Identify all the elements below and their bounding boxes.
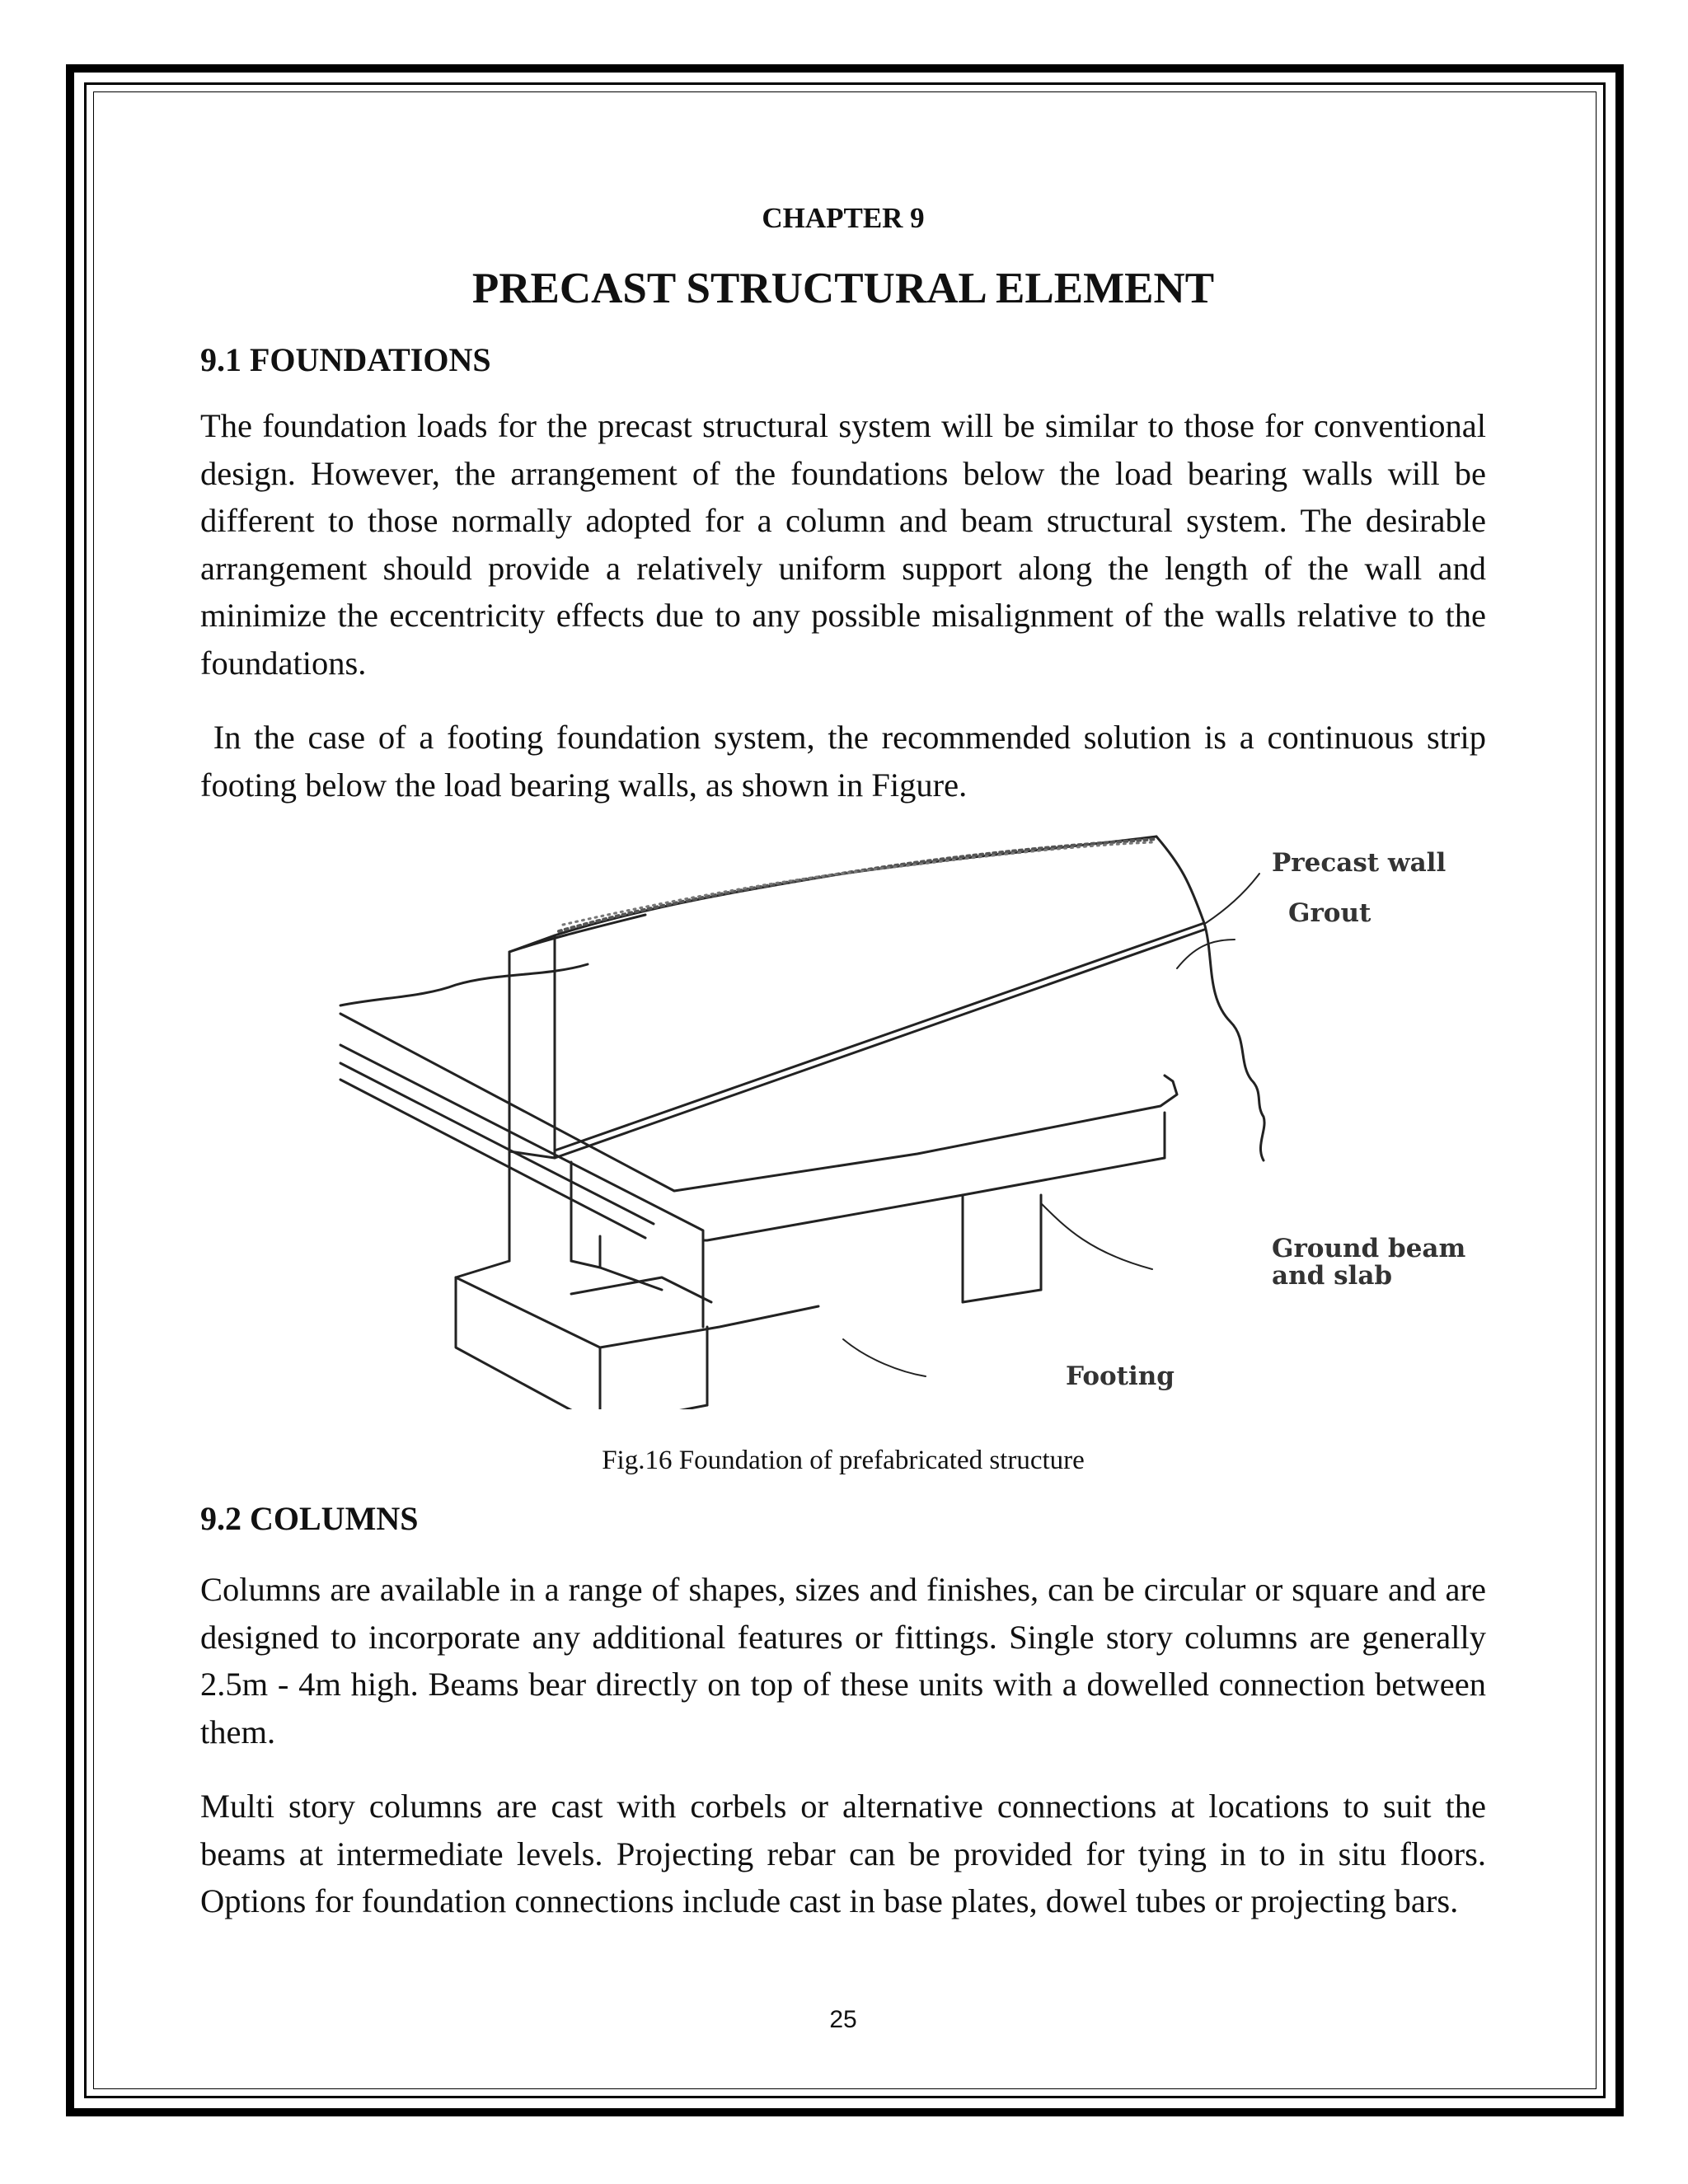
label-ground-beam-line2: and slab — [1272, 1261, 1393, 1291]
paragraph-columns-1: Columns are available in a range of shapes, sizes and finishes, can be circular or square and are designed to incorporate any additional features or fittings. Single story columns are generally 2.5m - 4m high. Beams bear directly on top of these units with a dowelled connection between them. — [200, 1571, 1486, 1750]
section-heading-columns: 9.2 COLUMNS — [200, 1500, 419, 1537]
label-ground-beam-line1: Ground beam — [1272, 1234, 1466, 1263]
label-footing: Footing — [1066, 1361, 1175, 1391]
label-precast-wall: Precast wall — [1272, 848, 1447, 878]
label-grout: Grout — [1288, 898, 1372, 928]
chapter-label: CHAPTER 9 — [762, 202, 925, 234]
section-heading-foundations: 9.1 FOUNDATIONS — [200, 341, 491, 378]
foundation-diagram — [332, 832, 1519, 1409]
foundation-figure — [332, 832, 1519, 1409]
paragraph-foundations-2: In the case of a footing foundation system, the recommended solution is a continuous strip footing below the load bearing walls, as shown in Figure. — [200, 719, 1495, 804]
chapter-title: PRECAST STRUCTURAL ELEMENT — [471, 265, 1215, 312]
paragraph-foundations-1: The foundation loads for the precast structural system will be similar to those for conventional design. However, the arrangement of the foundations below the load bearing walls will be different to those normally adopted for a column and beam structural system. The desirable arrangement should provide a relatively uniform support along the length of the wall and minimize the eccentricity effects due to any possible misalignment of the walls relative to the foundations. — [200, 407, 1486, 682]
paragraph-columns-2: Multi story columns are cast with corbels or alternative connections at locations to suit the beams at intermediate levels. Projecting rebar can be provided for tying in to in situ floors. Options for foundation connections include cast in base plates, dowel tubes or projecting bars. — [200, 1788, 1486, 1919]
page-number: 25 — [829, 2006, 857, 2033]
figure-caption: Fig.16 Foundation of prefabricated structure — [602, 1446, 1085, 1475]
